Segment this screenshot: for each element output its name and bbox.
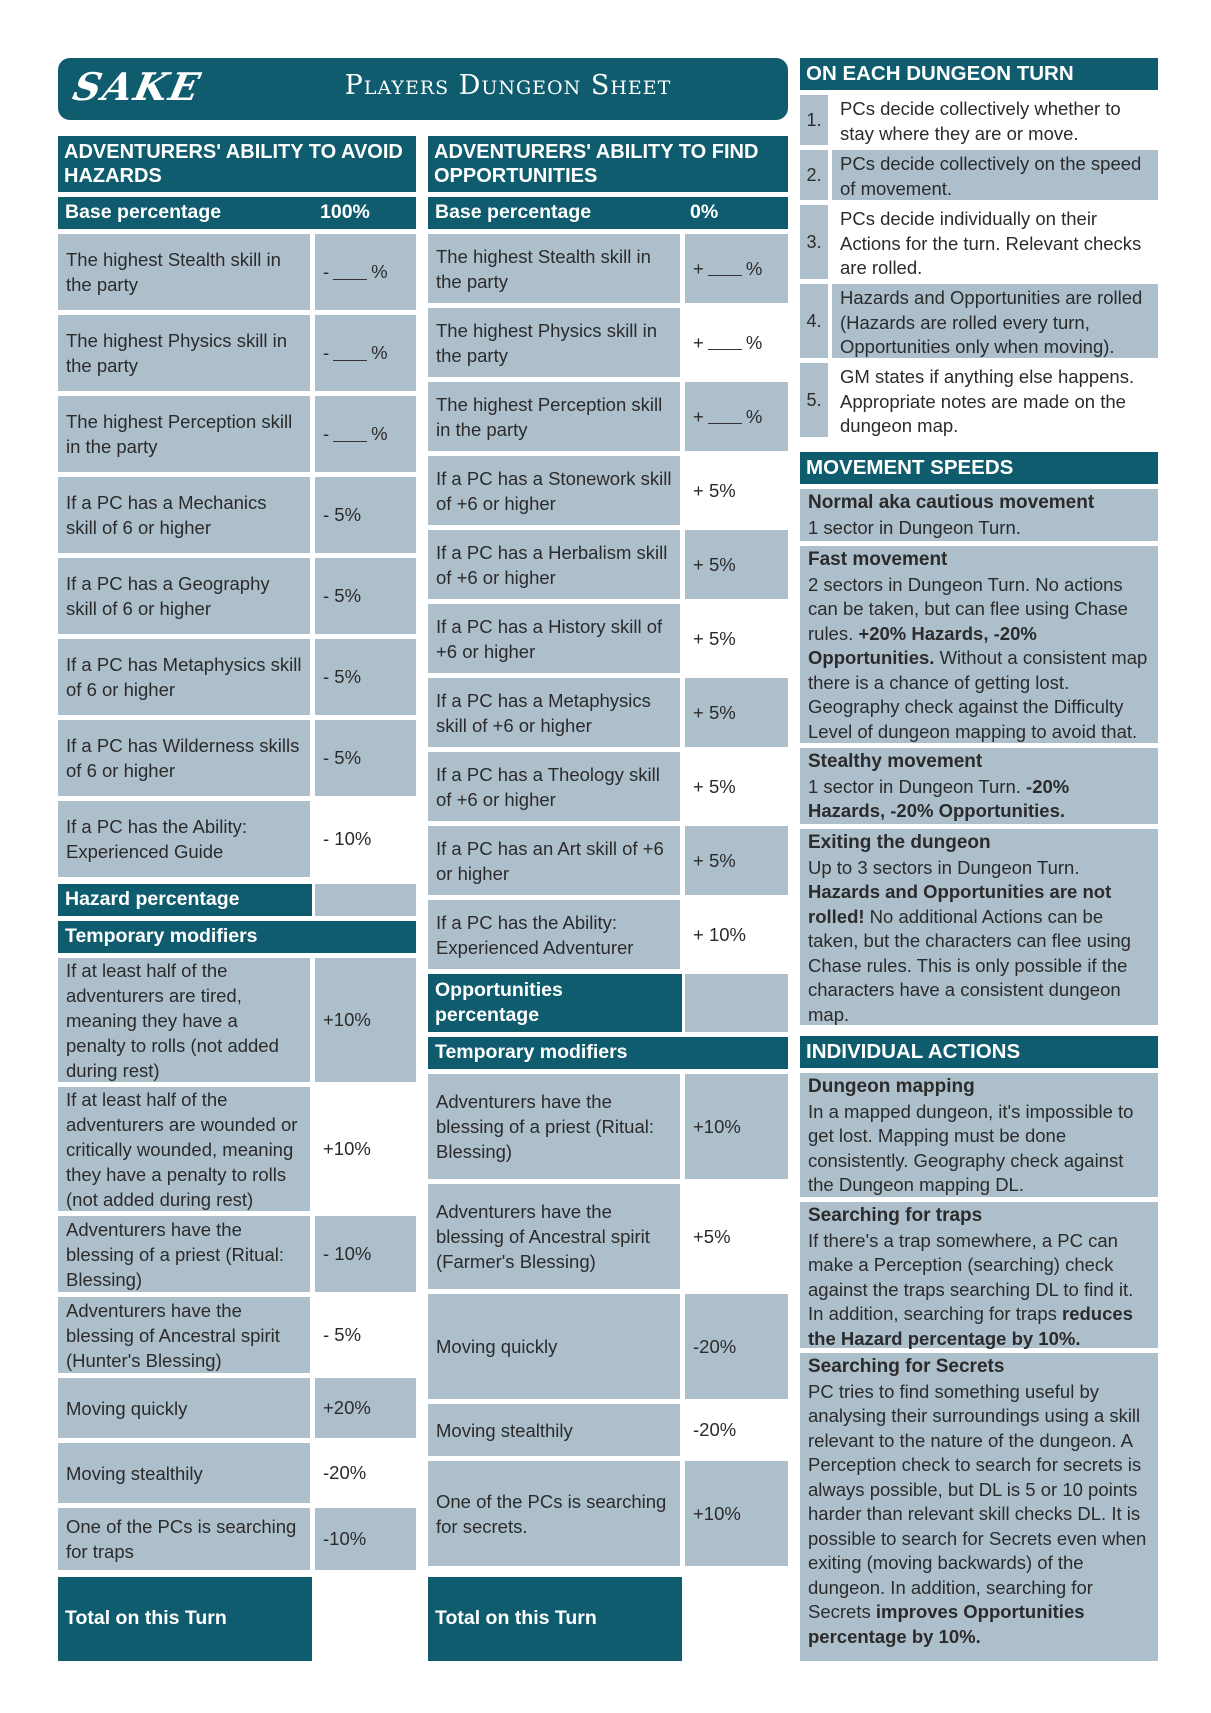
hazards-temp-row-label: If at least half of the adventurers are wounded or critically wounded, meaning they have a penalty to rolls (not added during rest) bbox=[58, 1087, 310, 1211]
opportunities-percentage-label bbox=[428, 974, 682, 1032]
fast-movement-note: Without a consistent map there is a chance of getting lost. Geography check against the Difficulty Level of dungeon mapping to avoid that. bbox=[808, 647, 1148, 742]
searching-secrets-box bbox=[800, 1353, 1158, 1661]
hazards-skill-value[interactable] bbox=[315, 234, 416, 310]
opportunities-temp-row-value: -20% bbox=[685, 1294, 788, 1399]
searching-secrets-note: It is possible to search for Secrets even when exiting (moving backwards) of the dungeon. In addition, searching for Secrets bbox=[808, 1503, 1147, 1622]
stealthy-movement-box bbox=[800, 748, 1158, 824]
opportunities-total-label bbox=[428, 1577, 682, 1661]
dungeon-turn-title-text: ON EACH DUNGEON TURN bbox=[806, 62, 1074, 85]
opportunities-temp-row-label: Moving stealthily bbox=[428, 1404, 680, 1456]
opportunities-row-value: + 5% bbox=[693, 775, 736, 797]
dungeon-turn-title bbox=[800, 58, 1158, 90]
actions-title-text: INDIVIDUAL ACTIONS bbox=[806, 1040, 1021, 1063]
stealthy-movement-title: Stealthy movement bbox=[808, 751, 983, 772]
hazards-base-row bbox=[58, 197, 416, 229]
hazards-row-label: If a PC has Metaphysics skill of 6 or higher bbox=[58, 639, 310, 715]
hazard-percentage-value[interactable] bbox=[315, 884, 416, 916]
blank-field[interactable] bbox=[708, 409, 742, 424]
hazards-row-value: - 10% bbox=[323, 828, 372, 849]
dungeon-mapping-title: Dungeon mapping bbox=[808, 1076, 975, 1097]
opportunities-temp-row-value: +10% bbox=[685, 1461, 788, 1566]
hazards-row-value: - 5% bbox=[315, 639, 416, 715]
value-prefix: + bbox=[693, 405, 704, 427]
searching-traps-bold: reduces the Hazard percentage by 10%. bbox=[808, 1303, 1133, 1349]
hazards-temp-row-label: Moving stealthily bbox=[58, 1443, 310, 1503]
value-suffix: % bbox=[371, 342, 388, 363]
fast-movement-text: 2 sectors in Dungeon Turn. No actions can be taken, but can flee using Chase rules. bbox=[808, 573, 1128, 644]
opportunities-row-value: + 5% bbox=[693, 479, 736, 501]
opportunities-row-value: + 5% bbox=[685, 530, 788, 599]
step-text: PCs decide collectively on the speed of movement. bbox=[832, 150, 1158, 200]
hazards-temp-row-value: - 5% bbox=[323, 1324, 362, 1345]
opportunities-base-label: Base percentage bbox=[435, 201, 592, 223]
normal-movement-text: 1 sector in Dungeon Turn. bbox=[808, 516, 1021, 538]
hazard-percentage-text: Hazard percentage bbox=[65, 888, 240, 910]
value-prefix: - bbox=[323, 261, 330, 282]
opportunities-base-row bbox=[428, 197, 788, 229]
hazards-temp-row-value: +10% bbox=[323, 1138, 371, 1159]
normal-movement-title: Normal aka cautious movement bbox=[808, 492, 1095, 513]
hazards-row-value: - 5% bbox=[315, 558, 416, 634]
hazards-base-value: 100% bbox=[320, 201, 370, 223]
opportunities-row-label: If a PC has a Herbalism skill of +6 or higher bbox=[428, 530, 680, 599]
opportunities-row-label: If a PC has an Art skill of +6 or higher bbox=[428, 826, 680, 895]
hazards-row-value: - 5% bbox=[315, 720, 416, 796]
step-text: PCs decide individually on their Actions for the turn. Relevant checks are rolled. bbox=[840, 208, 1142, 278]
hazards-total-value[interactable] bbox=[315, 1577, 416, 1661]
opportunities-temp-row-value: +5% bbox=[693, 1225, 731, 1247]
hazards-temp-row-value: - 10% bbox=[315, 1216, 416, 1292]
opportunities-row-label: If a PC has a History skill of +6 or higher bbox=[428, 604, 680, 673]
hazards-temp-header bbox=[58, 921, 416, 953]
logo: SAKE bbox=[69, 64, 206, 109]
value-prefix: + bbox=[693, 257, 704, 279]
hazards-skill-label: The highest Physics skill in the party bbox=[58, 315, 310, 391]
hazards-temp-label: Temporary modifiers bbox=[65, 925, 258, 947]
blank-field[interactable] bbox=[333, 346, 367, 361]
opportunities-temp-row-value: +10% bbox=[685, 1074, 788, 1179]
hazards-row-label: If a PC has a Mechanics skill of 6 or higher bbox=[58, 477, 310, 553]
opportunities-skill-label: The highest Physics skill in the party bbox=[428, 308, 680, 377]
exiting-text: Up to 3 sectors in Dungeon Turn. bbox=[808, 856, 1080, 878]
fast-movement-title: Fast movement bbox=[808, 549, 948, 570]
hazards-row-label: If a PC has a Geography skill of 6 or higher bbox=[58, 558, 310, 634]
hazards-total-label bbox=[58, 1577, 312, 1661]
step-text: PCs decide collectively whether to stay where they are or move. bbox=[840, 98, 1121, 144]
hazards-temp-row-value: +20% bbox=[315, 1378, 416, 1438]
hazards-temp-row-label: Adventurers have the blessing of Ancestral spirit (Hunter's Blessing) bbox=[58, 1297, 310, 1373]
hazard-percentage-label bbox=[58, 884, 312, 916]
step-number: 5. bbox=[800, 363, 828, 437]
fast-movement-box bbox=[800, 546, 1158, 743]
value-prefix: - bbox=[323, 423, 330, 444]
opportunities-skill-label: The highest Stealth skill in the party bbox=[428, 234, 680, 303]
value-suffix: % bbox=[745, 257, 763, 279]
stealthy-movement-text: 1 sector in Dungeon Turn. bbox=[808, 775, 1021, 797]
searching-secrets-title: Searching for Secrets bbox=[808, 1356, 1005, 1377]
exiting-bold: Hazards and Opportunities are not rolled! bbox=[808, 881, 1112, 927]
opportunities-temp-row-label: Moving quickly bbox=[428, 1294, 680, 1399]
opportunities-percentage-value[interactable] bbox=[685, 974, 788, 1032]
step-number: 2. bbox=[800, 150, 828, 200]
opportunities-row-value: + 5% bbox=[685, 678, 788, 747]
exiting-note: No additional Actions can be taken, but the characters can flee using Chase rules. This is only possible if the characters have a consistent dungeon map. bbox=[808, 905, 1131, 1025]
step-number: 3. bbox=[800, 205, 828, 279]
page-title: Players Dungeon Sheet bbox=[344, 70, 672, 101]
movement-title-text: MOVEMENT SPEEDS bbox=[806, 456, 1014, 479]
header-banner bbox=[58, 58, 788, 120]
dungeon-mapping-text: In a mapped dungeon, it's impossible to get lost. Mapping must be done consistently. Geography check against the Dungeon mapping DL. bbox=[808, 1100, 1134, 1195]
searching-secrets-text: PC tries to find something useful by analysing their surroundings using a skill relevant to the nature of the dungeon. A Perception check to search for secrets is always possible, but DL is 5 or 10 points harder than relevant skill checks DL. bbox=[808, 1380, 1142, 1524]
opportunities-total-text: Total on this Turn bbox=[435, 1607, 597, 1629]
opportunities-skill-value[interactable] bbox=[685, 308, 788, 377]
searching-secrets-bold: improves Opportunities percentage by 10%. bbox=[808, 1601, 1085, 1647]
opportunities-row-value: + 5% bbox=[685, 826, 788, 895]
opportunities-skill-value[interactable] bbox=[685, 234, 788, 303]
exiting-title: Exiting the dungeon bbox=[808, 832, 991, 853]
opportunities-row-label: If a PC has the Ability: Experienced Adventurer bbox=[428, 900, 680, 969]
stealthy-movement-modifiers: -20% Hazards, -20% Opportunities. bbox=[808, 775, 1070, 821]
fast-movement-modifiers: +20% Hazards, -20% Opportunities. bbox=[808, 622, 1037, 668]
actions-title bbox=[800, 1036, 1158, 1068]
opportunities-row-label: If a PC has a Theology skill of +6 or higher bbox=[428, 752, 680, 821]
blank-field[interactable] bbox=[333, 427, 367, 442]
hazards-temp-row-label: One of the PCs is searching for traps bbox=[58, 1508, 310, 1570]
blank-field[interactable] bbox=[708, 335, 742, 350]
opportunities-temp-header bbox=[428, 1037, 788, 1069]
hazards-total-text: Total on this Turn bbox=[65, 1607, 227, 1629]
hazards-skill-value[interactable] bbox=[315, 315, 416, 391]
step-number: 1. bbox=[800, 95, 828, 145]
searching-traps-text: If there's a trap somewhere, a PC can make a Perception (searching) check against the traps searching DL to find it. In addition, searching for traps bbox=[808, 1229, 1134, 1324]
normal-movement-box bbox=[800, 489, 1158, 541]
blank-field[interactable] bbox=[333, 265, 367, 280]
hazards-temp-row-label: Adventurers have the blessing of a priest (Ritual: Blessing) bbox=[58, 1216, 310, 1292]
value-suffix: % bbox=[745, 331, 763, 353]
hazards-skill-label: The highest Perception skill in the party bbox=[58, 396, 310, 472]
hazards-row-label: If a PC has Wilderness skills of 6 or higher bbox=[58, 720, 310, 796]
opportunities-row-value: + 5% bbox=[693, 627, 736, 649]
exiting-box bbox=[800, 829, 1158, 1025]
hazards-row-value: - 5% bbox=[315, 477, 416, 553]
blank-field[interactable] bbox=[708, 261, 742, 276]
value-suffix: % bbox=[371, 261, 388, 282]
opportunities-temp-row-label: Adventurers have the blessing of Ancestral spirit (Farmer's Blessing) bbox=[428, 1184, 680, 1289]
step-text: GM states if anything else happens. Appropriate notes are made on the dungeon map. bbox=[840, 366, 1135, 436]
opportunities-row-value: + 10% bbox=[693, 923, 746, 945]
opportunities-row-label: If a PC has a Stonework skill of +6 or higher bbox=[428, 456, 680, 525]
value-prefix: - bbox=[323, 342, 330, 363]
hazards-temp-row-label: If at least half of the adventurers are tired, meaning they have a penalty to rolls (not added during rest) bbox=[58, 958, 310, 1082]
hazards-temp-row-value: -20% bbox=[323, 1462, 367, 1483]
hazards-temp-row-value: -10% bbox=[315, 1508, 416, 1570]
dungeon-mapping-box bbox=[800, 1073, 1158, 1197]
opportunities-skill-label: The highest Perception skill in the party bbox=[428, 382, 680, 451]
hazards-row-label: If a PC has the Ability: Experienced Guide bbox=[58, 801, 310, 877]
opportunities-base-value: 0% bbox=[690, 201, 719, 223]
opportunities-temp-label: Temporary modifiers bbox=[435, 1041, 628, 1063]
hazards-skill-value[interactable] bbox=[315, 396, 416, 472]
hazards-title: ADVENTURERS' ABILITY TO AVOID HAZARDS bbox=[58, 136, 416, 192]
hazards-skill-label: The highest Stealth skill in the party bbox=[58, 234, 310, 310]
opportunities-total-value[interactable] bbox=[685, 1577, 788, 1661]
searching-traps-title: Searching for traps bbox=[808, 1205, 983, 1226]
value-suffix: % bbox=[371, 423, 388, 444]
opportunities-temp-row-value: -20% bbox=[693, 1419, 737, 1440]
opportunities-title: ADVENTURERS' ABILITY TO FIND OPPORTUNITIES bbox=[428, 136, 788, 192]
movement-title bbox=[800, 452, 1158, 484]
opportunities-skill-value[interactable] bbox=[685, 382, 788, 451]
hazards-base-label: Base percentage bbox=[65, 201, 222, 223]
value-prefix: + bbox=[693, 331, 704, 353]
opportunities-row-label: If a PC has a Metaphysics skill of +6 or higher bbox=[428, 678, 680, 747]
opportunities-temp-row-label: Adventurers have the blessing of a priest (Ritual: Blessing) bbox=[428, 1074, 680, 1179]
opportunities-percentage-text: Opportunities percentage bbox=[435, 979, 563, 1026]
value-suffix: % bbox=[745, 405, 763, 427]
hazards-temp-row-value: +10% bbox=[315, 958, 416, 1082]
step-text: Hazards and Opportunities are rolled (Hazards are rolled every turn, Opportunities only when moving). bbox=[832, 284, 1158, 358]
hazards-temp-row-label: Moving quickly bbox=[58, 1378, 310, 1438]
searching-traps-box bbox=[800, 1202, 1158, 1348]
step-number: 4. bbox=[800, 284, 828, 358]
opportunities-temp-row-label: One of the PCs is searching for secrets. bbox=[428, 1461, 680, 1566]
